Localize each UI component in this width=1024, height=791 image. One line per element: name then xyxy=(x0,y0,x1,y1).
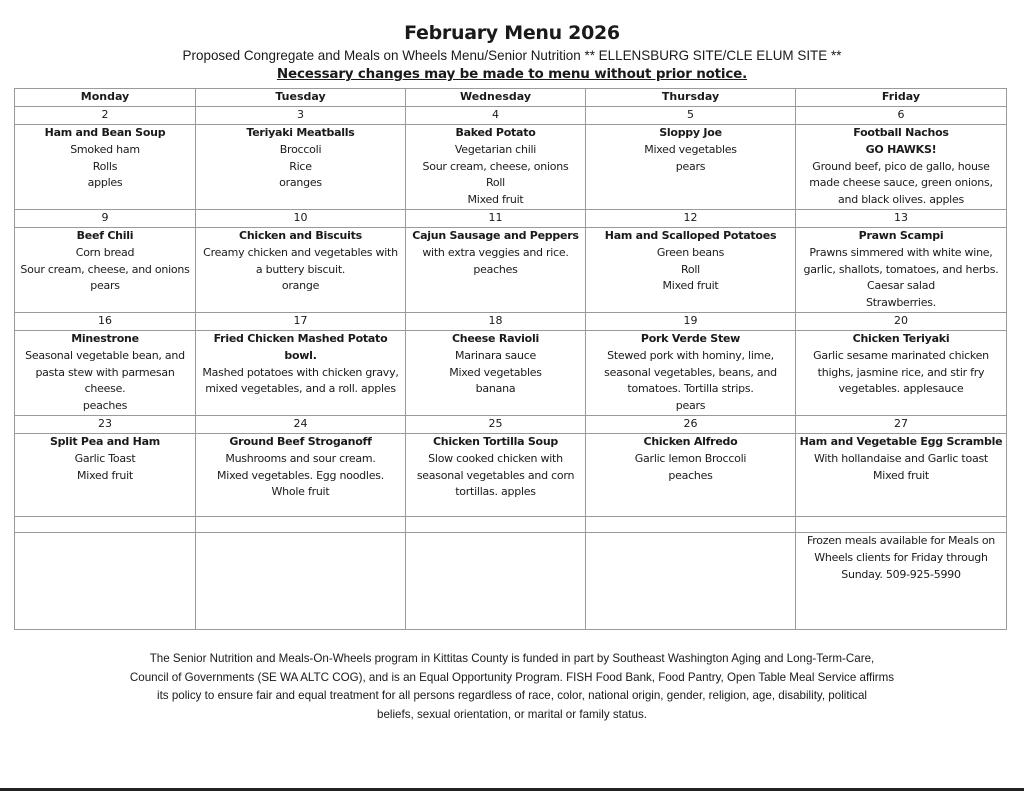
meal-title: Chicken Tortilla Soup xyxy=(432,434,559,448)
date-cell-thursday: 19 xyxy=(586,312,796,330)
meal-item: Mixed fruit xyxy=(662,279,719,293)
meal-cell-thursday xyxy=(586,227,796,312)
weekday-header-thursday: Thursday xyxy=(586,89,796,107)
meal-title: Chicken and Biscuits xyxy=(239,228,362,242)
date-row xyxy=(15,415,1007,433)
meal-item: Marinara sauce xyxy=(454,348,537,362)
meal-cell-monday xyxy=(15,227,196,312)
date-cell-thursday: 12 xyxy=(586,209,796,227)
meal-item: Garlic Toast xyxy=(74,451,136,465)
menu-change-notice: Necessary changes may be made to menu without prior notice. xyxy=(276,66,748,82)
meal-item: Mixed vegetables xyxy=(449,365,542,379)
meal-cell-wednesday xyxy=(406,125,586,210)
meal-cell-friday xyxy=(796,125,1007,210)
meal-title: Ham and Scalloped Potatoes xyxy=(604,228,777,242)
meal-item: Slow cooked chicken with seasonal vegetables and corn tortillas. apples xyxy=(416,451,575,499)
meal-item: Prawns simmered with white wine, garlic, shallots, tomatoes, and herbs. Caesar salad xyxy=(803,245,999,293)
meal-cell-friday xyxy=(796,227,1007,312)
weekday-header-tuesday: Tuesday xyxy=(196,89,406,107)
date-row xyxy=(15,209,1007,227)
empty-cell xyxy=(796,516,1007,532)
meal-item: Whole fruit xyxy=(271,485,330,499)
page-subtitle: Proposed Congregate and Meals on Wheels Menu/Senior Nutrition ** ELLENSBURG SITE/CLE ELUM SITE ** xyxy=(182,47,842,63)
weekday-header-row xyxy=(15,89,1007,107)
friday-frozen-meals-note: Frozen meals available for Meals on Wheels clients for Friday through Sunday. 509-925-5990 xyxy=(796,532,1007,629)
date-cell-tuesday: 17 xyxy=(196,312,406,330)
date-row xyxy=(15,312,1007,330)
meal-row xyxy=(15,433,1007,516)
meal-cell-tuesday xyxy=(196,227,406,312)
meal-cell-thursday xyxy=(586,330,796,415)
meal-title: Pork Verde Stew xyxy=(640,331,741,345)
meal-cell-wednesday xyxy=(406,227,586,312)
meal-item: banana xyxy=(475,382,516,396)
empty-cell xyxy=(586,516,796,532)
meal-row xyxy=(15,330,1007,415)
meal-title: Fried Chicken Mashed Potato bowl. xyxy=(213,331,388,362)
meal-item: Roll xyxy=(681,262,700,276)
meal-cell-monday xyxy=(15,125,196,210)
meal-item: Stewed pork with hominy, lime, seasonal vegetables, beans, and tomatoes. Tortilla strips. xyxy=(604,348,777,396)
date-cell-tuesday: 3 xyxy=(196,107,406,125)
meal-item: Vegetarian chili xyxy=(454,142,537,156)
date-row xyxy=(15,107,1007,125)
meal-title: Baked Potato xyxy=(455,126,536,139)
meal-item: With hollandaise and Garlic toast xyxy=(814,451,988,465)
meal-item: Seasonal vegetable bean, and pasta stew with parmesan cheese. xyxy=(25,348,185,396)
disclaimer-line: Council of Governments (SE WA ALTC COG), and is an Equal Opportunity Program. FISH Food Bank, Food Pantry, Open Table Meal Service affirms xyxy=(129,670,895,684)
meal-item: orange xyxy=(281,279,320,293)
date-cell-tuesday: 10 xyxy=(196,209,406,227)
funding-disclaimer xyxy=(90,650,934,724)
meal-item: Garlic sesame marinated chicken thighs, jasmine rice, and stir fry vegetables. applesauce xyxy=(813,348,989,396)
meal-item: Sour cream, cheese, and onions xyxy=(20,262,190,276)
meal-item: Roll xyxy=(486,176,505,190)
date-cell-friday: 6 xyxy=(796,107,1007,125)
meal-cell-tuesday xyxy=(196,125,406,210)
meal-row xyxy=(15,125,1007,210)
menu-weeks xyxy=(15,107,1007,517)
meal-title: Split Pea and Ham xyxy=(50,434,160,448)
meal-cell-tuesday xyxy=(196,330,406,415)
meal-item: Broccoli xyxy=(279,142,322,156)
meal-title: Beef Chili xyxy=(76,228,134,242)
empty-cell xyxy=(406,516,586,532)
meal-item: Mixed fruit xyxy=(467,193,524,207)
meal-title: Cajun Sausage and Peppers xyxy=(412,228,579,242)
date-cell-wednesday: 11 xyxy=(406,209,586,227)
weekday-header-friday: Friday xyxy=(796,89,1007,107)
meal-item: Rolls xyxy=(92,159,118,173)
meal-title: Ground Beef Stroganoff xyxy=(229,434,372,448)
meal-cell-friday xyxy=(796,433,1007,516)
meal-item: oranges xyxy=(279,176,322,190)
meal-item: with extra veggies and rice. xyxy=(422,245,569,259)
date-cell-wednesday: 18 xyxy=(406,312,586,330)
meal-row xyxy=(15,227,1007,312)
empty-cell xyxy=(406,532,586,629)
menu-calendar-table xyxy=(14,88,1007,630)
date-cell-thursday: 5 xyxy=(586,107,796,125)
empty-cell xyxy=(15,516,196,532)
meal-title: Prawn Scampi xyxy=(858,228,944,242)
spacer-row xyxy=(15,516,1007,532)
date-cell-monday: 2 xyxy=(15,107,196,125)
meal-cell-monday xyxy=(15,330,196,415)
disclaimer-line: its policy to ensure fair and equal treatment for all persons regardless of race, color, national origin, gender, religion, age, disability, political xyxy=(157,689,867,703)
meal-item: Mixed vegetables. Egg noodles. xyxy=(217,468,384,482)
meal-cell-thursday xyxy=(586,125,796,210)
meal-cell-friday xyxy=(796,330,1007,415)
meal-item: Mushrooms and sour cream. xyxy=(225,451,376,465)
date-cell-monday: 9 xyxy=(15,209,196,227)
date-cell-tuesday: 24 xyxy=(196,415,406,433)
weekday-header-monday: Monday xyxy=(15,89,196,107)
date-cell-monday: 23 xyxy=(15,415,196,433)
meal-item: Corn bread xyxy=(75,245,135,259)
meal-item: pears xyxy=(675,159,706,173)
date-cell-friday: 20 xyxy=(796,312,1007,330)
meal-title: Teriyaki Meatballs xyxy=(246,126,355,139)
meal-item: peaches xyxy=(82,399,128,413)
meal-title: Cheese Ravioli xyxy=(451,331,540,345)
meal-title: Sloppy Joe xyxy=(659,126,722,139)
meal-title: Ham and Bean Soup xyxy=(44,126,166,139)
meal-item: Mixed vegetables xyxy=(644,142,737,156)
meal-item: pears xyxy=(90,279,120,293)
meal-title: Ham and Vegetable Egg Scramble xyxy=(799,434,1003,448)
meal-cell-thursday xyxy=(586,433,796,516)
weekday-header-wednesday: Wednesday xyxy=(406,89,586,107)
empty-cell xyxy=(196,532,406,629)
meal-item: Mixed fruit xyxy=(77,468,133,482)
meal-cell-monday xyxy=(15,433,196,516)
disclaimer-line: beliefs, sexual orientation, or marital or family status. xyxy=(377,707,647,721)
meal-title: Minestrone xyxy=(71,331,139,345)
meal-item: peaches xyxy=(473,262,518,276)
meal-item: apples xyxy=(87,176,123,190)
empty-cell xyxy=(586,532,796,629)
date-cell-monday: 16 xyxy=(15,312,196,330)
meal-item: Garlic lemon Broccoli xyxy=(634,451,747,465)
meal-title: Football Nachos xyxy=(853,126,949,139)
meal-item: Strawberries. xyxy=(866,296,936,310)
meal-item: Smoked ham xyxy=(70,142,140,156)
meal-subtitle: GO HAWKS! xyxy=(865,142,937,156)
notes-row xyxy=(15,532,1007,629)
date-cell-thursday: 26 xyxy=(586,415,796,433)
date-cell-wednesday: 25 xyxy=(406,415,586,433)
date-cell-friday: 13 xyxy=(796,209,1007,227)
meal-item: Sour cream, cheese, onions xyxy=(422,159,569,173)
empty-cell xyxy=(196,516,406,532)
meal-cell-wednesday xyxy=(406,433,586,516)
empty-cell xyxy=(15,532,196,629)
meal-item: Rice xyxy=(289,159,312,173)
page-title: February Menu 2026 xyxy=(404,22,620,44)
date-cell-wednesday: 4 xyxy=(406,107,586,125)
meal-item: peaches xyxy=(668,468,713,482)
date-cell-friday: 27 xyxy=(796,415,1007,433)
meal-item: Mixed fruit xyxy=(873,468,929,482)
meal-title: Chicken Alfredo xyxy=(643,434,738,448)
meal-item: Ground beef, pico de gallo, house made cheese sauce, green onions, and black olives. apples xyxy=(809,159,993,207)
meal-item: Mashed potatoes with chicken gravy, mixed vegetables, and a roll. apples xyxy=(202,365,399,396)
meal-item: Green beans xyxy=(656,245,725,259)
disclaimer-line: The Senior Nutrition and Meals-On-Wheels program in Kittitas County is funded in part by Southeast Washington Aging and Long-Term-Care, xyxy=(149,652,875,665)
meal-cell-tuesday xyxy=(196,433,406,516)
meal-cell-wednesday xyxy=(406,330,586,415)
meal-item: pears xyxy=(675,399,706,413)
meal-title: Chicken Teriyaki xyxy=(852,331,950,345)
meal-item: Creamy chicken and vegetables with a buttery biscuit. xyxy=(203,245,398,276)
